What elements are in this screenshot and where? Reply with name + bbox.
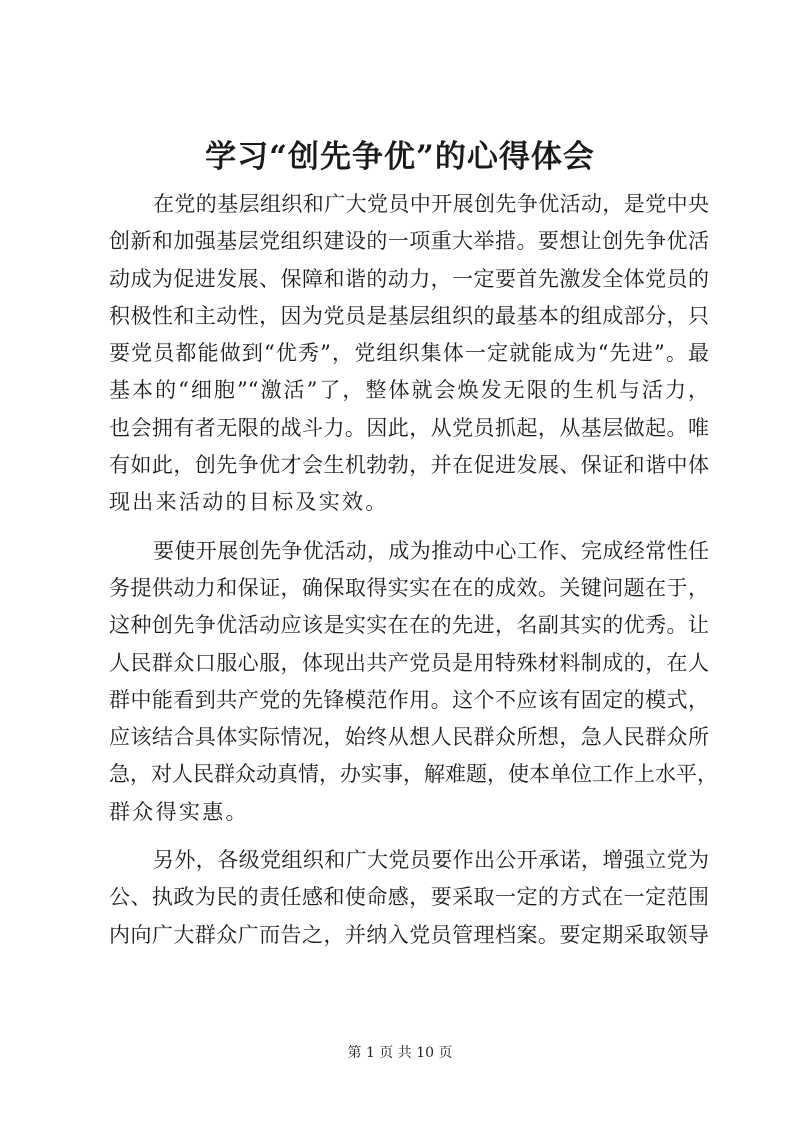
text-line: 现出来活动的目标及实效。 [109, 490, 389, 515]
paragraph-1 [109, 186, 709, 522]
text-line: 在党的基层组织和广大党员中开展创先争优活动，是党中央 [153, 192, 709, 216]
paragraph-3 [109, 842, 709, 954]
text-line: 要党员都能做到“优秀”，党组织集体一定就能成为“先进”。最 [109, 341, 709, 366]
text-line: 积极性和主动性，因为党员是基层组织的最基本的组成部分，只 [109, 303, 709, 328]
text-line: 基本的“细胞”“激活”了，整体就会焕发无限的生机与活力， [109, 378, 709, 403]
text-line: 群众得实惠。 [109, 799, 249, 824]
text-line: 内向广大群众广而告之，并纳入党员管理档案。要定期采取领导 [109, 922, 709, 947]
paragraph-2 [109, 533, 718, 831]
page-number-footer: 第 1 页 共 10 页 [347, 1045, 453, 1061]
text-line: 群中能看到共产党的先锋模范作用。这个不应该有固定的模式， [109, 687, 709, 712]
text-line: 有如此，创先争优才会生机勃勃，并在促进发展、保证和谐中体 [109, 453, 709, 478]
text-line: 另外，各级党组织和广大党员要作出公开承诺，增强立党为 [153, 848, 709, 873]
text-line: 公、执政为民的责任感和使命感，要采取一定的方式在一定范围 [109, 885, 709, 910]
text-line: 这种创先争优活动应该是实实在在的先进，名副其实的优秀。让 [109, 613, 709, 638]
text-line: 动成为促进发展、保障和谐的动力，一定要首先激发全体党员的 [109, 266, 709, 291]
text-line: 人民群众口服心服，体现出共产党员是用特殊材料制成的，在人 [109, 650, 709, 675]
text-line: 创新和加强基层党组织建设的一项重大举措。要想让创先争优活 [109, 229, 709, 254]
text-line: 应该结合具体实际情况，始终从想人民群众所想，急人民群众所 [109, 725, 709, 750]
document-body [109, 186, 718, 954]
text-line: 要使开展创先争优活动，成为推动中心工作、完成经常性任 [153, 538, 709, 563]
text-line: 也会拥有者无限的战斗力。因此，从党员抓起，从基层做起。唯 [109, 415, 709, 440]
text-line: 务提供动力和保证，确保取得实实在在的成效。关键问题在于， [109, 575, 709, 600]
page-title: 学习“创先争优”的心得体会 [205, 139, 595, 175]
text-line: 急，对人民群众动真情，办实事，解难题，使本单位工作上水平， [109, 762, 718, 787]
